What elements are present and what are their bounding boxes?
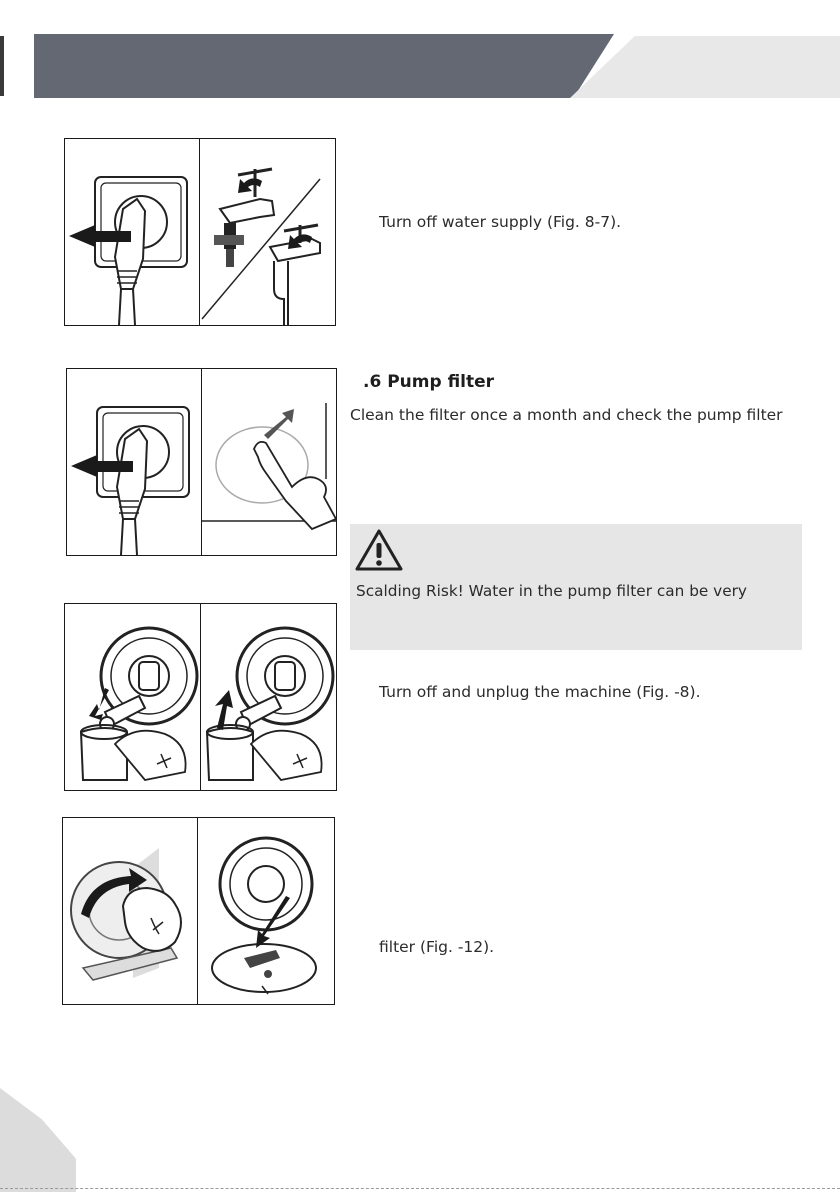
header-tab (570, 36, 840, 98)
pump-filter-illustration (201, 604, 336, 790)
socket-plug-illustration (67, 369, 202, 555)
figure-drain-hose-close (200, 603, 337, 791)
power-button-illustration (202, 369, 336, 555)
up-arrow-icon (215, 690, 233, 730)
section-title: .6 Pump filter (363, 372, 495, 392)
figure-filter-cover-rotate (62, 817, 199, 1005)
step-filter-fig: filter (Fig. -12). (379, 938, 495, 956)
taps-illustration (200, 139, 335, 325)
filter-cover-illustration (63, 818, 198, 1004)
step-water-supply: Turn off water supply (Fig. 8-7). (379, 213, 622, 231)
figure-water-taps (199, 138, 336, 326)
figure-unplug-socket (64, 138, 201, 326)
figure-drain-hose-open (64, 603, 202, 791)
section-intro: Clean the filter once a month and check the pump filter (350, 406, 783, 424)
figure-filter-removed (197, 817, 335, 1005)
figure-unplug-socket-2 (66, 368, 203, 556)
page-bottom-dashed-line (0, 1188, 840, 1189)
page-edge-mark (0, 36, 4, 96)
header-bar (34, 34, 614, 98)
step-unplug: Turn off and unplug the machine (Fig. -8). (379, 683, 701, 701)
rotate-arrow-icon (238, 178, 262, 193)
page-corner-tab (0, 1088, 76, 1192)
figure-power-button (201, 368, 337, 556)
pump-filter-illustration (65, 604, 201, 790)
warning-triangle-icon (354, 528, 404, 572)
warning-text: Scalding Risk! Water in the pump filter can be very (356, 582, 747, 600)
filter-removed-illustration (198, 818, 334, 1004)
down-arrow-icon (256, 896, 290, 948)
socket-plug-illustration (65, 139, 200, 325)
